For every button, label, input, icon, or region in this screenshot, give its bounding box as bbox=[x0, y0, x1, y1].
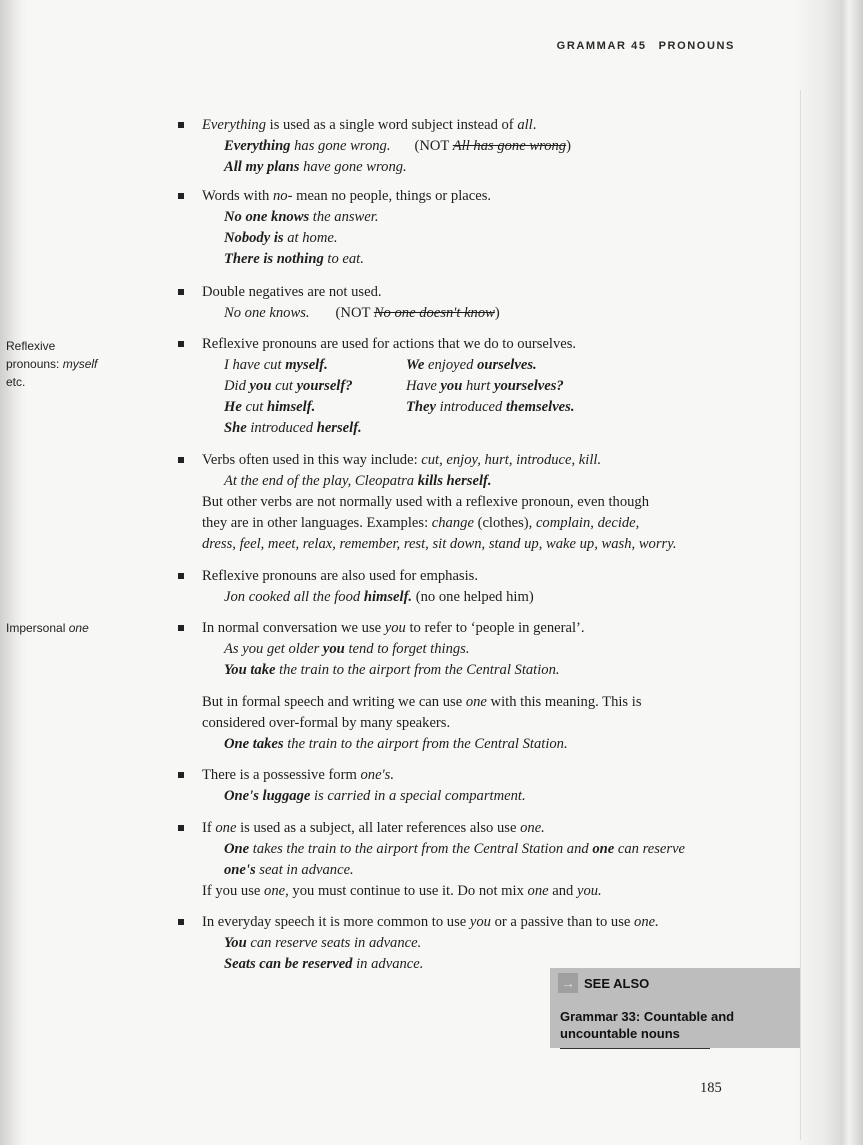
example-sentence: He cut himself. bbox=[224, 399, 316, 415]
margin-note-italic: one bbox=[68, 621, 89, 635]
rule-text: Double negatives are not used. bbox=[202, 284, 382, 300]
rule-text: they are in other languages. Examples: change (clothes), complain, decide, bbox=[202, 515, 640, 531]
bullet-icon bbox=[178, 289, 184, 295]
example-grid bbox=[202, 355, 742, 439]
margin-note-line: Reflexive bbox=[6, 339, 56, 353]
example-sentence: One takes the train to the airport from the Central Station. bbox=[224, 736, 568, 752]
rule-text: There is a possessive form one's. bbox=[202, 767, 394, 783]
rule-paragraph-everyday-speech bbox=[202, 912, 742, 975]
rule-paragraph-emphasis bbox=[202, 566, 742, 608]
rule-text: dress, feel, meet, relax, remember, rest, sit down, stand up, wake up, wash, worry. bbox=[202, 536, 677, 552]
rule-paragraph-everything bbox=[202, 115, 742, 178]
example-sentence: All my plans have gone wrong. bbox=[224, 159, 407, 175]
bullet-icon bbox=[178, 919, 184, 925]
rule-paragraph-no-words bbox=[202, 186, 742, 270]
see-also-box bbox=[550, 968, 800, 1048]
bullet-icon bbox=[178, 772, 184, 778]
example-sentence: As you get older you tend to forget things. bbox=[224, 641, 470, 657]
rule-paragraph-formal-one bbox=[202, 692, 742, 755]
rule-text: In normal conversation we use you to refer to ‘people in general’. bbox=[202, 620, 585, 636]
rule-text: considered over-formal by many speakers. bbox=[202, 715, 451, 731]
header-title: PRONOUNS bbox=[658, 40, 735, 52]
example-sentence: Jon cooked all the food himself. (no one helped him) bbox=[224, 589, 534, 605]
rule-text: Reflexive pronouns are also used for emphasis. bbox=[202, 568, 478, 584]
example-sentence: She introduced herself. bbox=[224, 420, 362, 436]
see-also-ref-text: uncountable nouns bbox=[560, 1026, 680, 1041]
example-sentence: Did you cut yourself? bbox=[224, 378, 353, 394]
header-chapter: GRAMMAR 45 bbox=[556, 40, 647, 52]
bullet-icon bbox=[178, 341, 184, 347]
example-sentence: You can reserve seats in advance. bbox=[224, 935, 422, 951]
see-also-heading bbox=[558, 973, 649, 993]
rule-paragraph-one-subject bbox=[202, 818, 742, 902]
example-sentence: I have cut myself. bbox=[224, 357, 328, 373]
example-sentence: No one knows. (NOT No one doesn't know) bbox=[224, 305, 500, 321]
rule-text: But in formal speech and writing we can use one with this meaning. This is bbox=[202, 694, 642, 710]
rule-paragraph-possessive bbox=[202, 765, 742, 807]
bullet-icon bbox=[178, 825, 184, 831]
rule-paragraph-double-negatives bbox=[202, 282, 742, 324]
example-sentence: They introduced themselves. bbox=[406, 399, 575, 415]
bullet-icon bbox=[178, 193, 184, 199]
see-also-underline bbox=[560, 1048, 710, 1049]
arrow-right-icon: → bbox=[558, 973, 578, 993]
rule-paragraph-reflexive-verbs bbox=[202, 450, 742, 555]
example-sentence: One takes the train to the airport from the Central Station and one can reserve bbox=[224, 841, 686, 857]
rule-paragraph-reflexive bbox=[202, 334, 742, 439]
example-sentence: Have you hurt yourselves? bbox=[406, 378, 564, 394]
rule-text: Reflexive pronouns are used for actions that we do to ourselves. bbox=[202, 336, 577, 352]
example-sentence: There is nothing to eat. bbox=[224, 251, 364, 267]
margin-note-text: Impersonal bbox=[6, 621, 66, 635]
rule-text: In everyday speech it is more common to use you or a passive than to use one. bbox=[202, 914, 659, 930]
example-sentence: At the end of the play, Cleopatra kills herself. bbox=[224, 473, 492, 489]
rule-text: Everything is used as a single word subject instead of all. bbox=[202, 117, 537, 133]
bullet-icon bbox=[178, 625, 184, 631]
bullet-icon bbox=[178, 573, 184, 579]
example-sentence: Nobody is at home. bbox=[224, 230, 338, 246]
see-also-title: SEE ALSO bbox=[584, 975, 650, 991]
bullet-icon bbox=[178, 457, 184, 463]
rule-text: If you use one, you must continue to use it. Do not mix one and you. bbox=[202, 883, 602, 899]
see-also-reference[interactable] bbox=[560, 1008, 734, 1042]
margin-note-italic: myself bbox=[62, 357, 98, 371]
example-sentence: One's luggage is carried in a special compartment. bbox=[224, 788, 526, 804]
rule-text: Verbs often used in this way include: cut, enjoy, hurt, introduce, kill. bbox=[202, 452, 602, 468]
rule-paragraph-impersonal-you bbox=[202, 618, 742, 681]
bullet-icon bbox=[178, 122, 184, 128]
page-number: 185 bbox=[700, 1080, 722, 1096]
example-sentence: Everything has gone wrong. (NOT All has gone wrong) bbox=[224, 138, 571, 154]
example-sentence: one's seat in advance. bbox=[224, 862, 354, 878]
rule-text: If one is used as a subject, all later references also use one. bbox=[202, 820, 545, 836]
see-also-ref-text: Countable and bbox=[640, 1009, 735, 1024]
rule-text: But other verbs are not normally used with a reflexive pronoun, even though bbox=[202, 494, 650, 510]
example-sentence: We enjoyed ourselves. bbox=[406, 357, 537, 373]
margin-note-text: pronouns: bbox=[6, 357, 60, 371]
example-sentence: No one knows the answer. bbox=[224, 209, 379, 225]
rule-text: Words with no- mean no people, things or places. bbox=[202, 188, 492, 204]
example-sentence: You take the train to the airport from the Central Station. bbox=[224, 662, 560, 678]
see-also-ref-label: Grammar 33: bbox=[560, 1009, 641, 1024]
margin-note-line: etc. bbox=[6, 375, 26, 389]
example-sentence: Seats can be reserved in advance. bbox=[224, 956, 424, 972]
